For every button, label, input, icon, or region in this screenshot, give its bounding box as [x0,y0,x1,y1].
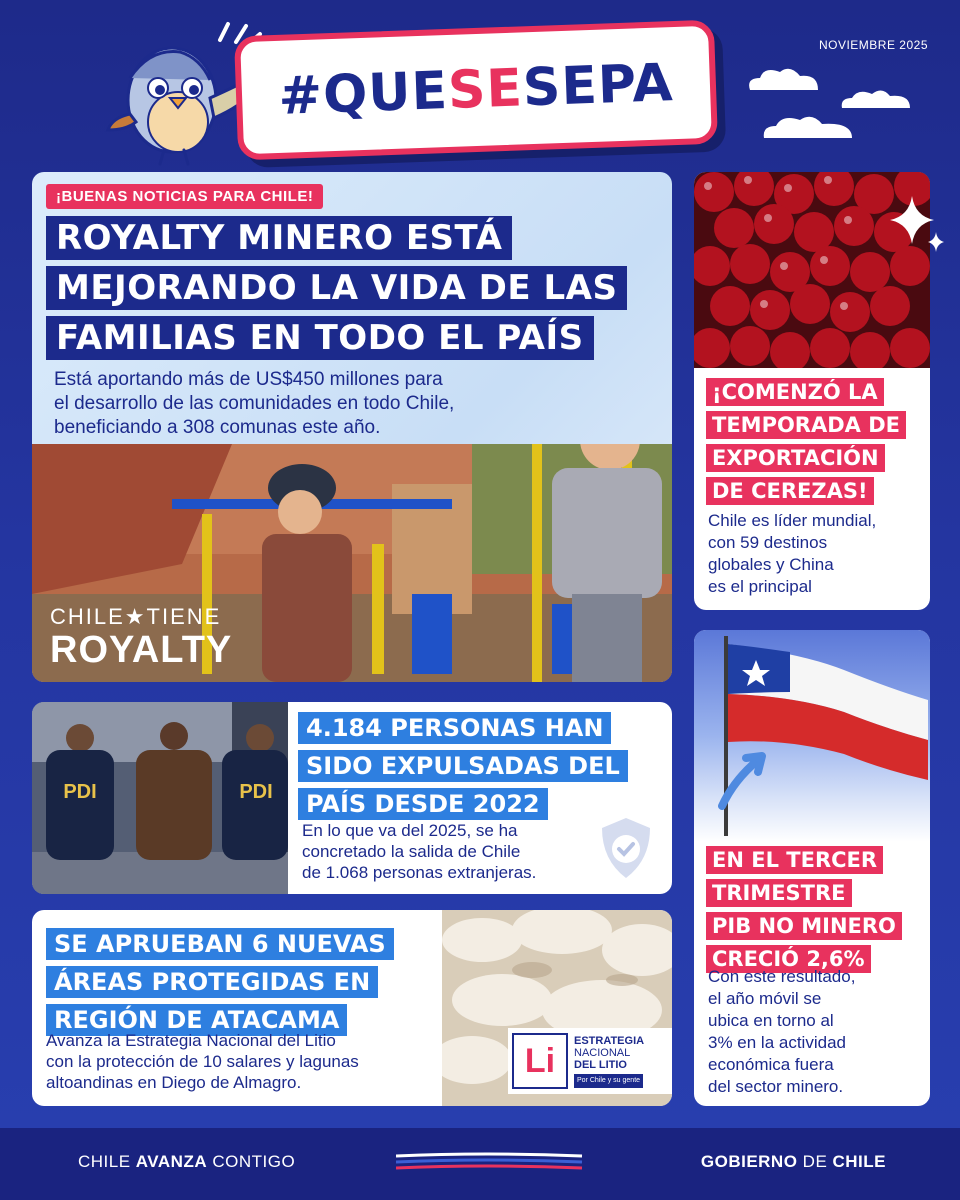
cloud-icon [760,112,860,142]
body-line: concretado la salida de Chile [302,842,521,861]
cloud-icon [838,86,916,112]
body-line: económica fuera [708,1055,834,1074]
logo-line: DEL LITIO [574,1058,627,1071]
body-line: Chile es líder mundial, [708,511,877,530]
body-line: es el principal [708,577,812,596]
body-line: Con este resultado, [708,967,856,986]
logo-tagline: Por Chile y su gente [574,1074,643,1088]
headline-line: EXPORTACIÓN [706,444,885,472]
body-line: el desarrollo de las comunidades en todo Chile, [54,393,455,414]
expulsions-headline [298,712,628,826]
headline-line: ROYALTY MINERO ESTÁ [46,216,512,260]
expulsions-story-card [32,702,672,894]
expulsions-body [302,820,602,883]
body-line: con 59 destinos [708,533,828,552]
headline-line: MEJORANDO LA VIDA DE LAS [46,266,627,310]
headline-line: SIDO EXPULSADAS DEL [298,750,628,782]
cherries-headline [706,378,906,510]
issue-date: NOVIEMBRE 2025 [818,38,928,52]
pdi-jacket-text: PDI [239,781,273,803]
headline-line: TEMPORADA DE [706,411,906,439]
headline-line: SE APRUEBAN 6 NUEVAS [46,928,394,960]
royalty-body [54,368,574,440]
litio-mark: Li [512,1033,568,1089]
body-line: globales y China [708,555,834,574]
body-line: con la protección de 10 salares y lagunas [46,1052,359,1071]
logo-line: ESTRATEGIA [574,1034,645,1047]
chile-tiene-royalty-logo [50,604,232,670]
hashtag-title [234,20,718,161]
logo-line: NACIONAL [574,1046,631,1059]
headline-line: REGIÓN DE ATACAMA [46,1004,347,1036]
footer-text-bold: GOBIERNO [700,1152,798,1171]
atacama-headline [46,928,394,1042]
body-line: el año móvil se [708,989,822,1008]
hashtag-part-se: SE [446,58,524,121]
estrategia-litio-logo [508,1028,672,1094]
cherries-body [708,510,876,598]
body-line: En lo que va del 2025, se ha [302,821,518,840]
footer-slogan [78,1152,295,1172]
headline-line: ÁREAS PROTEGIDAS EN [46,966,378,998]
cloud-icon [744,64,824,94]
body-line: Avanza la Estrategia Nacional del Litio [46,1031,336,1050]
logo-line-1: CHILE★TIENE [50,604,222,629]
headline-line: TRIMESTRE [706,879,852,907]
chile-flag-illustration [694,630,930,842]
hashtag-part-sepa: SEPA [521,53,675,119]
hashtag-part-que: #QUE [277,60,450,127]
footer-text: CONTIGO [207,1152,296,1171]
sparkle-icon [888,196,948,260]
good-news-tag: ¡BUENAS NOTICIAS PARA CHILE! [46,184,323,209]
shield-check-icon [598,816,654,880]
footer-text-bold: AVANZA [135,1152,208,1171]
headline-line: DE CEREZAS! [706,477,874,505]
litio-logo-text [574,1035,644,1088]
logo-line-2: ROYALTY [50,629,233,671]
headline-line: PIB NO MINERO [706,912,902,940]
headline-line: CRECIÓ 2,6% [706,945,871,973]
headline-line: FAMILIAS EN TODO EL PAÍS [46,316,594,360]
body-line: altoandinas en Diego de Almagro. [46,1073,302,1092]
footer-text-bold: CHILE [832,1152,886,1171]
footer-text: DE [797,1152,833,1171]
footer-text: CHILE [78,1152,136,1171]
pib-headline [706,846,902,978]
tricolor-stripe-icon [396,1150,586,1174]
headline-line: PAÍS DESDE 2022 [298,788,548,820]
playground-photo [32,444,672,682]
headline-line: EN EL TERCER [706,846,883,874]
atacama-body [46,1030,466,1093]
pib-body [708,966,855,1098]
headline-line: 4.184 PERSONAS HAN [298,712,611,744]
body-line: de 1.068 personas extranjeras. [302,863,537,882]
pdi-jacket-text: PDI [63,781,97,803]
headline-line: ¡COMENZÓ LA [706,378,884,406]
body-line: Está aportando más de US$450 millones para [54,369,443,390]
pib-story-card [694,630,930,1106]
body-line: beneficiando a 308 comunas este año. [54,417,381,438]
atacama-story-card [32,910,672,1106]
footer-government [701,1152,886,1172]
body-line: 3% en la actividad [708,1033,846,1052]
body-line: del sector minero. [708,1077,844,1096]
flag-photo [694,630,930,842]
body-line: ubica en torno al [708,1011,834,1030]
royalty-story-card [32,172,672,682]
pdi-photo [32,702,288,894]
royalty-headline [46,216,627,366]
